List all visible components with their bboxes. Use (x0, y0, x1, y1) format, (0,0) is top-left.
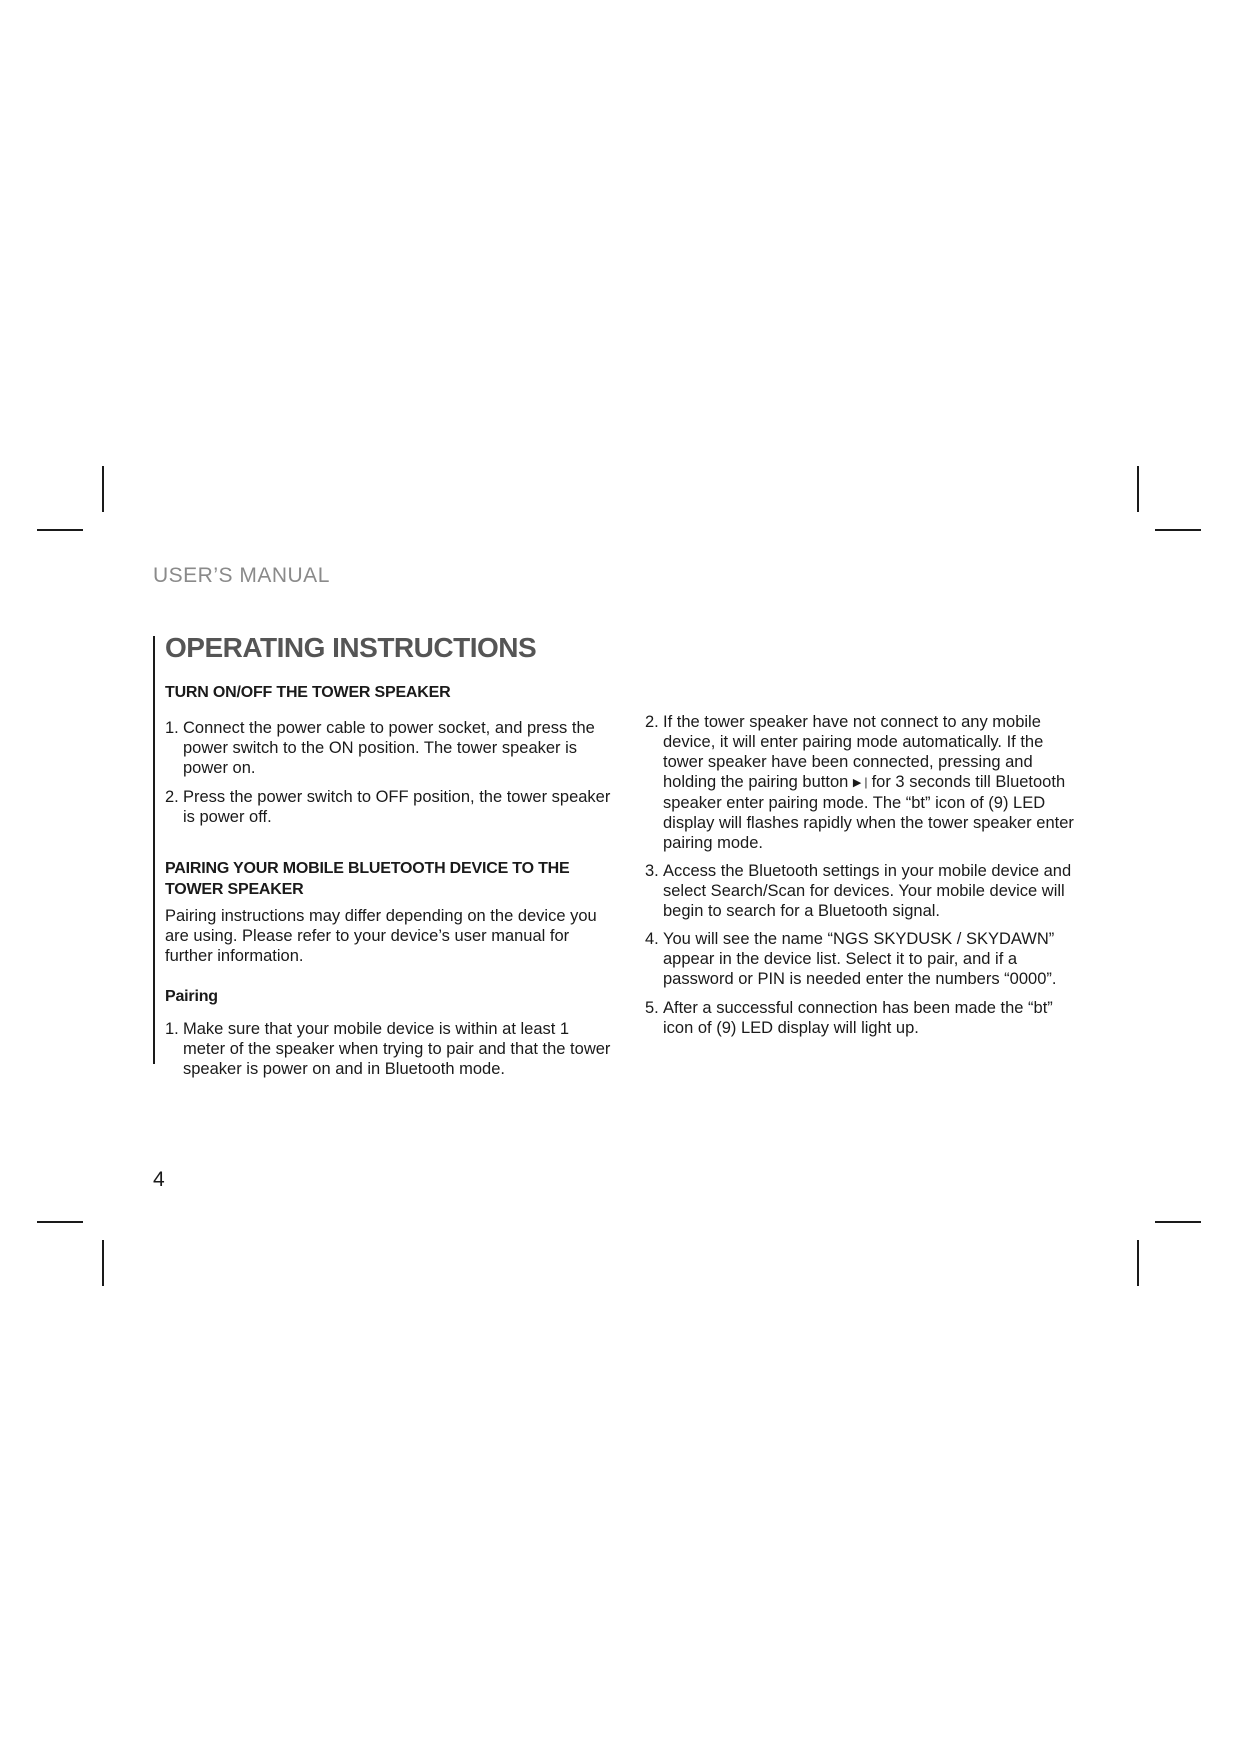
list-item (645, 998, 1085, 1038)
section-title: OPERATING INSTRUCTIONS (165, 632, 537, 663)
list-item-text: Connect the power cable to power socket, and press the power switch to the ON position. The tower speaker is power on. (183, 719, 595, 777)
pairing-section-heading: PAIRING YOUR MOBILE BLUETOOTH DEVICE TO THE TOWER SPEAKER (165, 860, 570, 898)
list-item (645, 861, 1085, 921)
list-item-text: Press the power switch to OFF position, the tower speaker is power off. (183, 788, 611, 826)
crop-mark-bottom-left-horizontal (37, 1221, 83, 1223)
manual-header-label: USER’S MANUAL (153, 564, 330, 587)
right-column (645, 712, 1085, 1038)
turn-on-off-heading: TURN ON/OFF THE TOWER SPEAKER (165, 684, 451, 701)
list-item-text: You will see the name “NGS SKYDUSK / SKYDAWN” appear in the device list. Select it to pair, and if a password or PIN is needed enter the numbers “0000”. (663, 930, 1057, 988)
crop-mark-top-left-vertical (102, 466, 104, 512)
section-side-rule (153, 636, 155, 1064)
pairing-heading: Pairing (165, 988, 218, 1005)
list-item-number: 3. (645, 862, 659, 880)
list-item-number: 2. (645, 713, 659, 731)
left-column (165, 682, 615, 1079)
list-item-text: Access the Bluetooth settings in your mobile device and select Search/Scan for devices. Your mobile device will begin to search for a Bluetooth signal. (663, 862, 1072, 920)
crop-mark-top-right-vertical (1137, 466, 1139, 512)
page-number: 4 (153, 1168, 165, 1191)
list-item-number: 4. (645, 930, 659, 948)
list-item-text (663, 712, 1085, 853)
list-item-number: 5. (645, 999, 659, 1017)
list-item-number: 1. (165, 1020, 179, 1038)
list-item-text: After a successful connection has been made the “bt” icon of (9) LED display will light up. (663, 999, 1053, 1037)
list-item (645, 929, 1085, 989)
list-item (165, 718, 615, 778)
list-item (165, 787, 615, 827)
crop-mark-bottom-right-vertical (1137, 1240, 1139, 1286)
pairing-intro-text: Pairing instructions may differ depending on the device you are using. Please refer to your device’s user manual for further information. (165, 907, 597, 965)
list-item-number: 2. (165, 788, 179, 806)
crop-mark-bottom-left-vertical (102, 1240, 104, 1286)
crop-mark-bottom-right-horizontal (1155, 1221, 1201, 1223)
list-item-text: Make sure that your mobile device is within at least 1 meter of the speaker when trying to pair and that the tower speaker is power on and in Bluetooth mode. (183, 1020, 611, 1078)
crop-mark-top-right-horizontal (1155, 529, 1201, 531)
list-item (645, 712, 1085, 853)
crop-mark-top-left-horizontal (37, 529, 83, 531)
list-item-text-after-icon: for 3 seconds till Bluetooth speaker enter pairing mode. The “bt” icon of (9) LED display will flashes rapidly when the tower speaker enter pairing mode. (663, 773, 1074, 852)
play-pause-icon: ▶❘ (852, 777, 871, 789)
list-item-text-before-icon: If the tower speaker have not connect to any mobile device, it will enter pairing mode automatically. If the tower speaker have been connected, pressing and holding the pairing button (663, 713, 1044, 791)
list-item (165, 1019, 615, 1079)
list-item-number: 1. (165, 719, 179, 737)
